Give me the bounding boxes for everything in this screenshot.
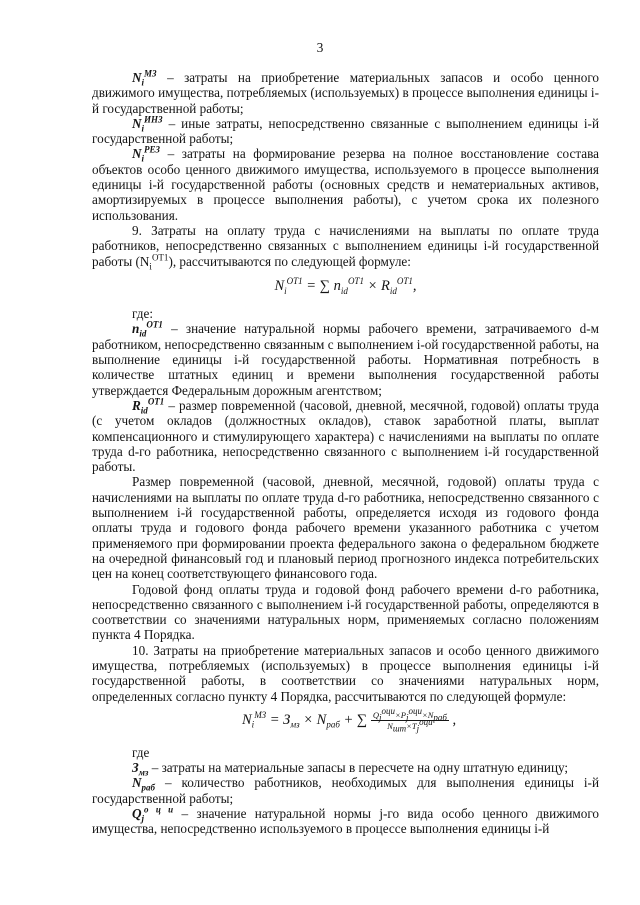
paragraph-other-costs: $N_i^{ИНЗ}$ – иные затраты, непосредственно связанные с выполнением единицы i-й государственной работы; [92, 114, 600, 147]
paragraph-n-rab-definition: $N_{раб}$ – количество работников, необходимых для выполнения единицы i-й государственной работы; [92, 775, 600, 806]
fraction-denominator: $N_{шт}\times T_j^{оци}$ [387, 717, 433, 734]
document-body [92, 70, 599, 837]
fraction-numerator: $Q_j^{оци}\times P_j^{оци}\times N_{раб}$ [372, 706, 447, 723]
paragraph-annual-fund: Годовой фонд оплаты труда и годовой фонд рабочего времени d-го работника, непосредственно связанного с выполнением i-й государственной работы, определяются в соответствии со значениями натуральных норм, применяемых согласно положениям пункта 4 Порядка. [92, 581, 599, 643]
symbol-n-inz: $N_i^{ИНЗ}$ [132, 114, 163, 134]
symbol-n-id: $n_{id}^{OT1}$ [132, 320, 163, 340]
formula-fraction [371, 706, 449, 734]
formula-labor: $N_i^{OT1}$ = ∑ $n_{id}^{OT1} \times R_{id}^{OT1}$, [274, 276, 417, 296]
paragraph-wage-size: Размер повременной (часовой, дневной, месячной, годовой) оплаты труда с начислениями на выплаты по оплате труда d-го работника, непосредственно связанного с выполнением i-й государственной работы, определяется исходя из годового фонда оплаты труда и годового фонда рабочего времени указанного работника с учетом применяемого при формировании проекта федерального закона о федеральном бюджете на очередной финансовый год и плановый период прогнозного индекса потребительских цен на конец соответствующего финансового года. [92, 474, 599, 582]
symbol-n-rab: $N_{раб}$ [132, 775, 156, 794]
symbol-q-oci: $Q_j^{о ц и}$ [132, 804, 174, 824]
paragraph-reserve-costs: $N_i^{РЕЗ}$ – затраты на формирование резерва на полное восстановление состава объектов особо ценного движимого имущества, используемого в процессе выполнения единицы i-й государственной работы (основных средств и нематериальных активов, амортизируемых в процессе выполнения работы), с учетом срока их полезного использования. [92, 145, 600, 223]
paragraph-q-definition: $Q_j^{о ц и}$ – значение натуральной нормы j-го вида особо ценного движимого имущества, непосредственно используемого в процессе выполнения единицы i-й [92, 804, 600, 837]
where-label-2: где [132, 744, 150, 760]
paragraph-10-materials: 10. Затраты на приобретение материальных запасов и особо ценного движимого имущества, потребляемых (используемых) в процессе выполнения единицы i-й государственной работы, в соответствии со значениями натуральных норм, определенных согласно пункту 4 Порядка, рассчитываются по следующей формуле: [92, 642, 599, 704]
paragraph-r-id-definition: $R_{id}^{OT1}$ – размер повременной (часовой, дневной, месячной, годовой) оплаты труда (с учетом окладов (должностных окладов), ставок заработной платы, выплат компенсационного и стимулирующего характера) с начислениями на выплаты по оплате труда d-го работника, непосредственно связанного с выполнением i-й государственной работы. [92, 396, 599, 475]
formula-materials: $N_i^{МЗ} = З_{мз} \times N_{раб}$ + ∑ $\frac{Q_j^{оци}\times P_j^{оци}\times N_{раб}}{N_{шт}\times T_j^{оци}}$ , [242, 706, 457, 734]
page-number: 3 [316, 40, 324, 55]
symbol-n-rez: $N_i^{РЕЗ}$ [132, 145, 160, 165]
symbol-z-mz: $З_{мз}$ [132, 760, 149, 778]
symbol-r-id: $R_{id}^{OT1}$ [132, 396, 165, 416]
paragraph-9-labor-costs: 9. Затраты на оплату труда с начислениями на выплаты по оплате труда работников, непосредственно связанных с выполнением единицы i-й государственной работы $(N_i^{OT1})$, рассчитываются по следующей формуле: [92, 222, 599, 272]
symbol-n-mz: $N_i^{МЗ}$ [132, 68, 157, 88]
where-label-1: где: [132, 306, 153, 322]
paragraph-materials-costs: $N_i^{МЗ}$ – затраты на приобретение материальных запасов и особо ценного движимого имущества, потребляемых (используемых) в процессе выполнения единицы i-й государственной работы; [92, 68, 600, 116]
paragraph-z-mz-definition: $З_{мз}$ – затраты на материальные запасы в пересчете на одну штатную единицу; [132, 760, 569, 778]
paragraph-n-id-definition: $n_{id}^{OT1}$ – значение натуральной нормы рабочего времени, затрачиваемого d-м работником, непосредственно связанным с выполнением i-ой государственной работы, на выполнение единицы i-й государственной работы. Нормативная потребность в количестве штатных единиц и времени выполнения государственной работы утверждается Федеральным дорожным агентством; [92, 320, 599, 398]
